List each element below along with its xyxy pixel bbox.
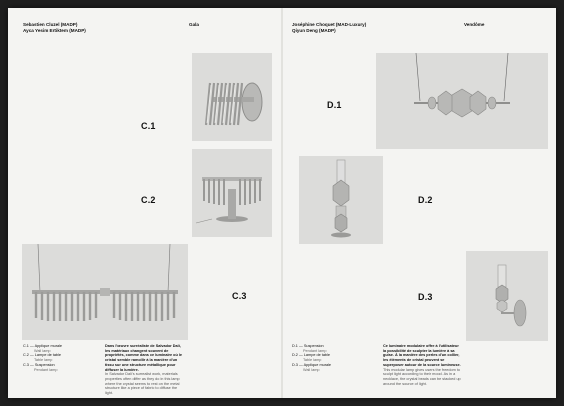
legend-translation: Wall lamp bbox=[303, 367, 320, 372]
code-d3: D.3 bbox=[418, 292, 433, 302]
designer-name: Sebastien Cluzel (MADP) bbox=[23, 22, 78, 27]
designer-name: Ayca Yesim Ertiktem (MADP) bbox=[23, 27, 86, 33]
code-c2: C.2 bbox=[141, 195, 156, 205]
legend-item: D.1 — Suspension bbox=[292, 344, 324, 348]
legend-translation: Table lamp bbox=[34, 358, 53, 363]
right-designers bbox=[292, 22, 366, 34]
legend-item: D.3 — Applique murale bbox=[292, 362, 332, 367]
vendome-pendant-illustration bbox=[376, 53, 548, 149]
right-description bbox=[383, 344, 463, 386]
table-lamp-d2-photo bbox=[299, 156, 383, 244]
description-french: Ce luminaire modulaire offre à l'utilisateur la possibilité de sculpter la lumière à sa guise. À la manière des perles d'un collier, les éléments de cristal peuvent se superposer autour de la source lumineuse. bbox=[383, 344, 461, 367]
wall-lamp-c1-photo bbox=[192, 53, 272, 141]
right-legend bbox=[292, 344, 331, 372]
right-collection-title: Vendôme bbox=[464, 22, 485, 27]
left-designers bbox=[23, 22, 86, 34]
left-legend bbox=[23, 344, 62, 372]
legend-translation: Pendant lamp bbox=[303, 348, 327, 353]
pendant-lamp-illustration bbox=[22, 244, 188, 340]
code-d2: D.2 bbox=[418, 195, 433, 205]
legend-item: C.3 — Suspension bbox=[23, 362, 55, 367]
pendant-lamp-c3-photo bbox=[22, 244, 188, 340]
legend-translation: Wall lamp bbox=[34, 348, 51, 353]
pendant-lamp-d1-photo bbox=[376, 53, 548, 149]
right-page bbox=[282, 8, 556, 398]
legend-item: D.2 — Lampe de table bbox=[292, 353, 330, 358]
table-lamp-illustration bbox=[192, 149, 272, 237]
magazine-spread bbox=[8, 8, 556, 398]
left-collection-title: Gala bbox=[189, 22, 199, 27]
description-french: Dans l'œuvre surréaliste de Salvador Dalí, les matériaux changent souvent de propriétés, comme dans ce luminaire où le cristal semble ramollir à la manière d'un tissu sur une structure métallique pour diffuser la lumière. bbox=[105, 344, 183, 372]
legend-item: C.2 — Lampe de table bbox=[23, 353, 61, 358]
code-c3: C.3 bbox=[232, 291, 247, 301]
left-page bbox=[8, 8, 282, 398]
description-english: This modular lamp gives users the freedom to sculpt light according to their mood. As in a necklace, the crystal beads can be stacked up around the source of light. bbox=[383, 367, 461, 386]
left-description bbox=[105, 344, 185, 396]
table-lamp-c2-photo bbox=[192, 149, 272, 237]
description-english: In Salvador Dalí's surrealist work, materials properties often differ as they do in this lamp where the crystal seems to rest on the metal structure like a piece of fabric to diffuse the light. bbox=[105, 372, 180, 396]
legend-item: C.1 — Applique murale bbox=[23, 344, 63, 348]
vendome-wall-lamp-illustration bbox=[466, 251, 548, 341]
legend-translation: Pendant lamp bbox=[34, 367, 58, 372]
code-c1: C.1 bbox=[141, 121, 156, 131]
legend-translation: Table lamp bbox=[303, 358, 322, 363]
designer-name: Joséphine Choquet (MAD-Luxury) bbox=[292, 22, 367, 27]
code-d1: D.1 bbox=[327, 100, 342, 110]
vendome-table-lamp-illustration bbox=[299, 156, 383, 244]
designer-name: Qiyun Deng (MADP) bbox=[292, 27, 336, 33]
wall-lamp-illustration bbox=[192, 53, 272, 141]
wall-lamp-d3-photo bbox=[466, 251, 548, 341]
